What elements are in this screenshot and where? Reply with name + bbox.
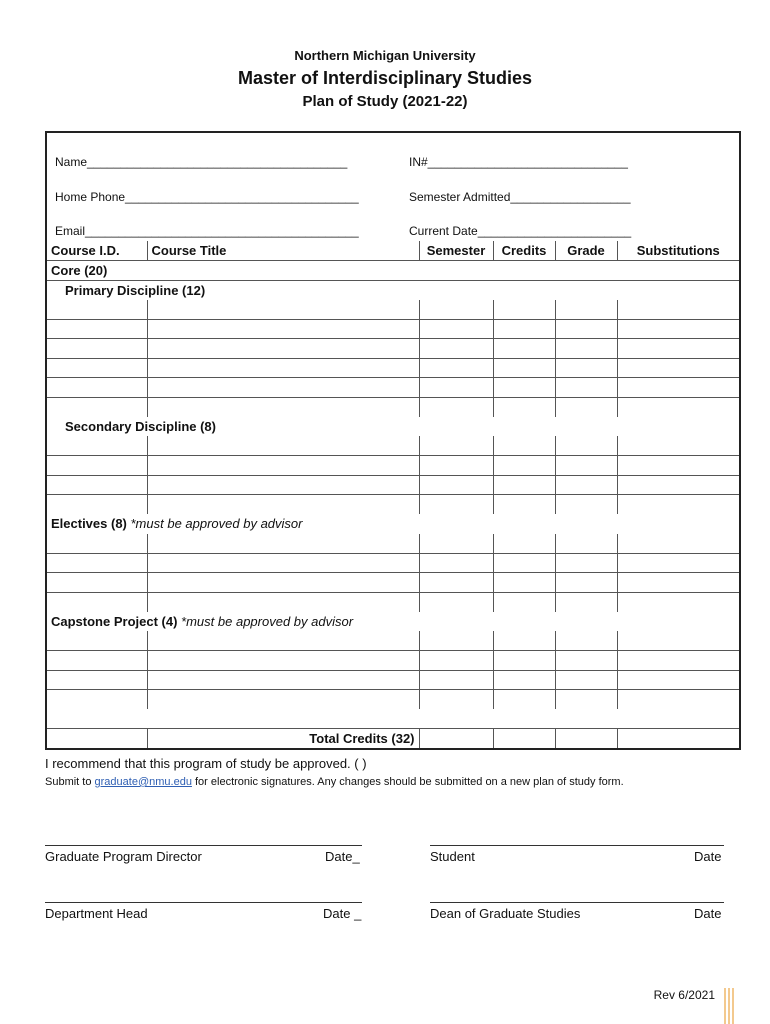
substitutions-cell[interactable]: [617, 436, 739, 456]
credits-cell[interactable]: [493, 397, 555, 417]
table-row: [47, 534, 739, 554]
table-row: [47, 553, 739, 573]
graduate-email-link[interactable]: graduate@nmu.edu: [94, 776, 192, 788]
credits-cell[interactable]: [493, 436, 555, 456]
substitutions-cell[interactable]: [617, 339, 739, 359]
dept-head-date-label: Date _: [323, 906, 362, 921]
col-credits: Credits: [493, 241, 555, 261]
course-title-cell[interactable]: [147, 319, 419, 339]
in-number-field[interactable]: IN#______________________________: [409, 155, 628, 169]
section-core: Core (20): [47, 261, 739, 281]
decorative-bar: [724, 988, 726, 1024]
substitutions-cell[interactable]: [617, 300, 739, 320]
course-title-cell[interactable]: [147, 631, 419, 651]
dean-signature-line[interactable]: [430, 902, 724, 903]
secondary-rows: [47, 436, 739, 514]
student-date-label: Date: [694, 849, 722, 864]
course-title-cell[interactable]: [147, 436, 419, 456]
credits-cell[interactable]: [493, 339, 555, 359]
course-table: [47, 241, 739, 748]
col-course-title: Course Title: [147, 241, 419, 261]
course-title-cell[interactable]: [147, 397, 419, 417]
semester-cell[interactable]: [419, 631, 493, 651]
table-header-row: [47, 241, 739, 261]
semester-cell[interactable]: [419, 573, 493, 593]
dean-label: Dean of Graduate Studies: [430, 906, 581, 921]
submit-instructions: [45, 776, 624, 788]
submit-prefix: Submit to: [45, 776, 95, 788]
semester-cell[interactable]: [419, 300, 493, 320]
course-id-cell[interactable]: [47, 358, 147, 378]
course-title-cell[interactable]: [147, 670, 419, 690]
home-phone-field[interactable]: Home Phone___________________________________: [55, 190, 359, 204]
total-credits-label: Total Credits (32): [147, 729, 419, 749]
table-row: [47, 319, 739, 339]
substitutions-cell[interactable]: [617, 534, 739, 554]
substitutions-cell[interactable]: [617, 651, 739, 671]
course-id-cell[interactable]: [47, 300, 147, 320]
course-id-cell[interactable]: [47, 651, 147, 671]
grade-cell[interactable]: [555, 573, 617, 593]
capstone-rows: [47, 631, 739, 709]
course-title-cell[interactable]: [147, 651, 419, 671]
name-field[interactable]: Name_______________________________________: [55, 155, 348, 169]
grade-cell[interactable]: [555, 631, 617, 651]
grade-cell[interactable]: [555, 339, 617, 359]
course-title-cell[interactable]: [147, 475, 419, 495]
table-row: [47, 651, 739, 671]
electives-label: Electives (8): [51, 516, 127, 532]
document-title: Master of Interdisciplinary Studies: [237, 68, 533, 88]
decorative-bar: [732, 988, 734, 1024]
substitutions-cell[interactable]: [617, 319, 739, 339]
semester-cell[interactable]: [419, 651, 493, 671]
university-name: Northern Michigan University: [294, 48, 476, 63]
grade-cell[interactable]: [555, 378, 617, 398]
grade-cell[interactable]: [555, 553, 617, 573]
credits-cell[interactable]: [493, 553, 555, 573]
dept-head-signature-line[interactable]: [45, 902, 362, 903]
substitutions-cell[interactable]: [617, 631, 739, 651]
course-id-cell[interactable]: [47, 690, 147, 710]
section-primary-discipline: Primary Discipline (12): [47, 280, 739, 300]
capstone-label: Capstone Project (4): [51, 613, 178, 629]
grade-cell[interactable]: [555, 651, 617, 671]
semester-cell[interactable]: [419, 397, 493, 417]
primary-rows: [47, 300, 739, 417]
substitutions-cell[interactable]: [617, 670, 739, 690]
course-id-cell[interactable]: [47, 378, 147, 398]
grade-cell[interactable]: [555, 690, 617, 710]
course-id-cell[interactable]: [47, 631, 147, 651]
credits-cell[interactable]: [493, 358, 555, 378]
email-field[interactable]: Email_________________________________________: [55, 224, 359, 238]
course-id-cell[interactable]: [47, 495, 147, 515]
credits-cell[interactable]: [493, 670, 555, 690]
course-title-cell[interactable]: [147, 573, 419, 593]
document-subtitle: Plan of Study (2021-22): [302, 93, 468, 110]
credits-cell[interactable]: [493, 534, 555, 554]
course-id-cell[interactable]: [47, 534, 147, 554]
col-grade: Grade: [555, 241, 617, 261]
course-title-cell[interactable]: [147, 339, 419, 359]
table-row: [47, 475, 739, 495]
course-title-cell[interactable]: [147, 592, 419, 612]
course-id-cell[interactable]: [47, 553, 147, 573]
grade-cell[interactable]: [555, 475, 617, 495]
course-title-cell[interactable]: [147, 378, 419, 398]
substitutions-cell[interactable]: [617, 495, 739, 515]
semester-cell[interactable]: [419, 456, 493, 476]
credits-cell[interactable]: [493, 573, 555, 593]
semester-cell[interactable]: [419, 475, 493, 495]
substitutions-cell[interactable]: [617, 690, 739, 710]
course-title-cell[interactable]: [147, 553, 419, 573]
credits-cell[interactable]: [493, 495, 555, 515]
electives-note: *must be approved by advisor: [130, 516, 303, 532]
semester-cell[interactable]: [419, 358, 493, 378]
table-row: [47, 631, 739, 651]
credits-cell[interactable]: [493, 690, 555, 710]
student-signature-line[interactable]: [430, 845, 724, 846]
student-label: Student: [430, 849, 475, 864]
course-title-cell[interactable]: [147, 690, 419, 710]
revision-label: Rev 6/2021: [653, 988, 715, 1002]
credits-cell[interactable]: [493, 319, 555, 339]
semester-cell[interactable]: [419, 592, 493, 612]
course-id-cell[interactable]: [47, 436, 147, 456]
decorative-bar: [728, 988, 730, 1024]
table-row: [47, 300, 739, 320]
blank-row: [47, 709, 739, 729]
substitutions-cell[interactable]: [617, 475, 739, 495]
substitutions-cell[interactable]: [617, 397, 739, 417]
substitutions-cell[interactable]: [617, 553, 739, 573]
table-row: [47, 495, 739, 515]
semester-cell[interactable]: [419, 495, 493, 515]
total-semester-cell[interactable]: [419, 729, 493, 749]
electives-rows: [47, 534, 739, 612]
total-row: [47, 729, 739, 749]
credits-cell[interactable]: [493, 651, 555, 671]
table-row: [47, 339, 739, 359]
grade-cell[interactable]: [555, 397, 617, 417]
course-title-cell[interactable]: [147, 534, 419, 554]
course-id-cell[interactable]: [47, 573, 147, 593]
substitutions-cell[interactable]: [617, 358, 739, 378]
table-row: [47, 573, 739, 593]
table-row: [47, 670, 739, 690]
substitutions-cell[interactable]: [617, 456, 739, 476]
dean-date-label: Date: [694, 906, 722, 921]
course-id-cell[interactable]: [47, 456, 147, 476]
semester-cell[interactable]: [419, 534, 493, 554]
credits-cell[interactable]: [493, 475, 555, 495]
director-signature-line[interactable]: [45, 845, 362, 846]
semester-cell[interactable]: [419, 670, 493, 690]
substitutions-cell[interactable]: [617, 378, 739, 398]
course-title-cell[interactable]: [147, 456, 419, 476]
total-credits-cell[interactable]: [493, 729, 555, 749]
total-substitutions-cell[interactable]: [617, 729, 739, 749]
total-blank-cell: [47, 729, 147, 749]
semester-cell[interactable]: [419, 553, 493, 573]
course-id-cell[interactable]: [47, 670, 147, 690]
col-substitutions: Substitutions: [617, 241, 739, 261]
col-course-id: Course I.D.: [47, 241, 147, 261]
section-secondary-discipline: Secondary Discipline (8): [65, 418, 216, 434]
credits-cell[interactable]: [493, 631, 555, 651]
grade-cell[interactable]: [555, 319, 617, 339]
col-semester: Semester: [419, 241, 493, 261]
grade-cell[interactable]: [555, 592, 617, 612]
grade-cell[interactable]: [555, 495, 617, 515]
credits-cell[interactable]: [493, 592, 555, 612]
table-row: [47, 456, 739, 476]
grade-cell[interactable]: [555, 534, 617, 554]
table-row: [47, 690, 739, 710]
semester-cell[interactable]: [419, 690, 493, 710]
credits-cell[interactable]: [493, 456, 555, 476]
substitutions-cell[interactable]: [617, 592, 739, 612]
section-capstone: [47, 612, 739, 632]
table-row: [47, 397, 739, 417]
semester-cell[interactable]: [419, 339, 493, 359]
course-id-cell[interactable]: [47, 319, 147, 339]
grade-cell[interactable]: [555, 670, 617, 690]
grade-cell[interactable]: [555, 456, 617, 476]
table-row: [47, 592, 739, 612]
submit-suffix: for electronic signatures. Any changes should be submitted on a new plan of study form.: [191, 776, 624, 788]
course-id-cell[interactable]: [47, 592, 147, 612]
recommendation-statement: I recommend that this program of study be approved. ( ): [45, 756, 367, 771]
course-id-cell[interactable]: [47, 339, 147, 359]
course-title-cell[interactable]: [147, 300, 419, 320]
course-id-cell[interactable]: [47, 475, 147, 495]
grade-cell[interactable]: [555, 358, 617, 378]
course-id-cell[interactable]: [47, 397, 147, 417]
semester-admitted-field[interactable]: Semester Admitted__________________: [409, 190, 631, 204]
plan-of-study-form: [45, 131, 741, 750]
current-date-field[interactable]: Current Date_______________________: [409, 224, 632, 238]
table-row: [47, 358, 739, 378]
dept-head-label: Department Head: [45, 906, 148, 921]
semester-cell[interactable]: [419, 319, 493, 339]
grade-cell[interactable]: [555, 436, 617, 456]
capstone-note: *must be approved by advisor: [181, 613, 354, 629]
semester-cell[interactable]: [419, 378, 493, 398]
substitutions-cell[interactable]: [617, 573, 739, 593]
total-grade-cell[interactable]: [555, 729, 617, 749]
semester-cell[interactable]: [419, 436, 493, 456]
grade-cell[interactable]: [555, 300, 617, 320]
course-title-cell[interactable]: [147, 495, 419, 515]
credits-cell[interactable]: [493, 378, 555, 398]
credits-cell[interactable]: [493, 300, 555, 320]
table-row: [47, 378, 739, 398]
course-title-cell[interactable]: [147, 358, 419, 378]
director-label: Graduate Program Director: [45, 849, 202, 864]
section-electives: [47, 514, 739, 534]
table-row: [47, 436, 739, 456]
director-date-label: Date_: [325, 849, 360, 864]
